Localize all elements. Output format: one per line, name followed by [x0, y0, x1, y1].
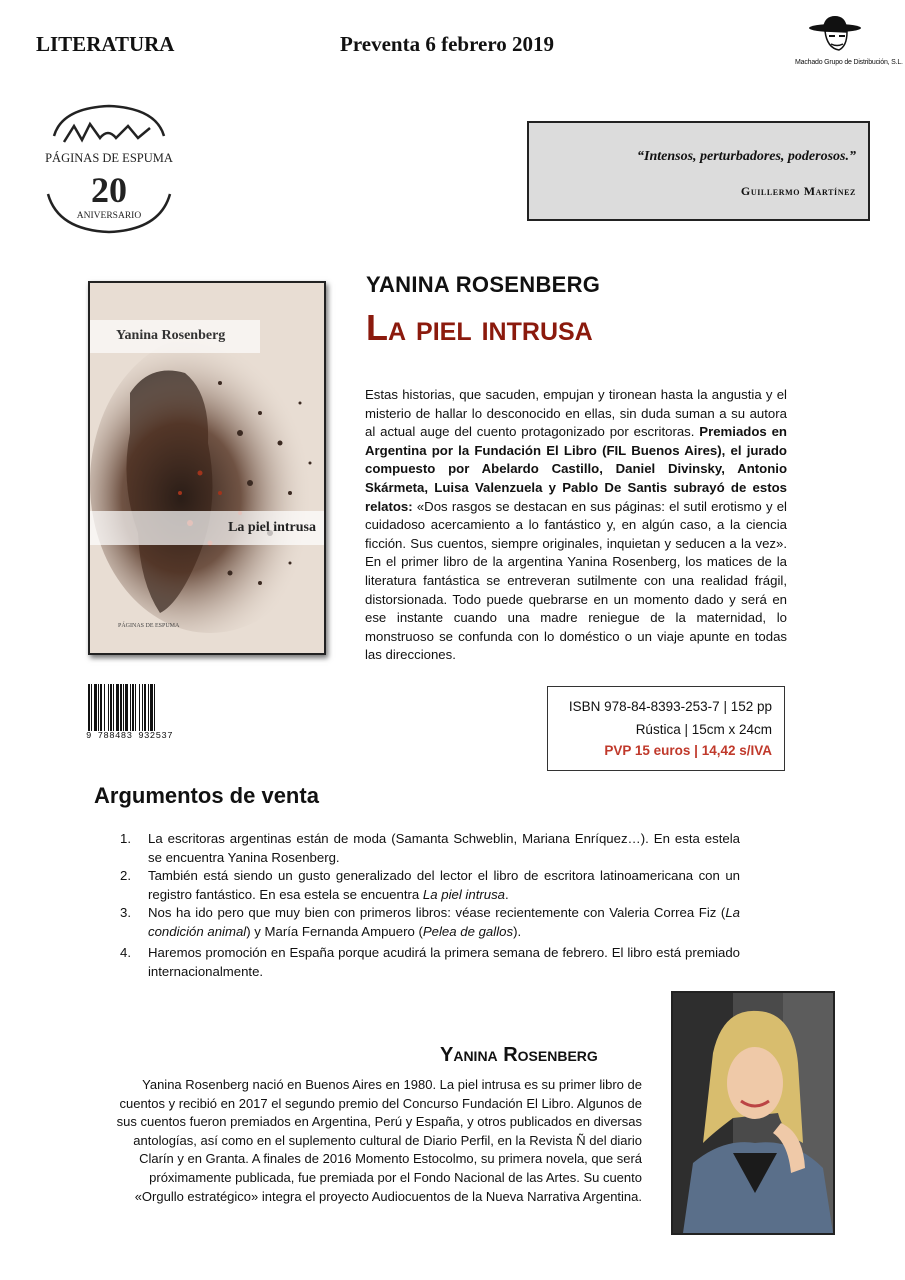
barcode: [86, 684, 192, 742]
item-text: .: [505, 886, 509, 902]
description-part2: «Dos rasgos se destacan en sus páginas: el sutil erotismo y el cuidadoso acercamiento a lo fantástico y, en algún caso, a la ciencia ficción. Sus cuentos, siempre originales, inquietan y seducen a la vez». En el primer libro de la argentina Yanina Rosenberg, los matices de la literatura fantástica se entreveran sutilmente con una realidad frágil, distorsionada. Todo puede quebrarse en un momento dado y será en ese instante cuando una madre reniegue de la maternidad, lo monstruoso se confunda con lo doméstico o un viaje apunte en todas las direcciones.: [365, 498, 787, 663]
book-author: YANINA ROSENBERG: [366, 272, 601, 297]
format-line: Rústica | 15cm x 24cm: [635, 722, 772, 737]
distributor-logo: [795, 14, 903, 66]
bio-heading: Yanina Rosenberg: [440, 1044, 598, 1066]
specs-box: [547, 686, 785, 771]
section-label: LITERATURA: [36, 32, 175, 56]
item-text: Haremos promoción en España porque acudirá la primera semana de febrero. El libro está premiado internacionalmente.: [148, 945, 740, 979]
item-italic: La piel intrusa: [422, 886, 506, 902]
item-text: Nos ha ido pero que muy bien con primeros libros: véase recientemente con Valeria Correa Fiz (: [148, 905, 726, 920]
list-item: [120, 867, 740, 904]
cover-publisher: PÁGINAS DE ESPUMA: [118, 623, 180, 629]
quote-text: “Intensos, perturbadores, poderosos.”: [637, 149, 856, 164]
description-part1: Estas historias, que sacuden, empujan y tironean hasta la angustia y el misterio de hallar lo desconocido en ellas, sin duda suman a su autora al actual auge del cuento protagonizado por escritoras.: [365, 387, 787, 440]
item-text: La escritoras argentinas están de moda (Samanta Schweblin, Mariana Enríquez…). En esta estela se encuentra Yanina Rosenberg.: [148, 831, 740, 865]
description-bold: Premiados en Argentina por la Fundación El Libro (FIL Buenos Aires), el jurado compuesto por Abelardo Castillo, Daniel Divinsky, Antonio Skármeta, Luisa Valenzuela y Pablo De Santis subrayó de estos relatos:: [365, 424, 787, 514]
book-cover: [88, 281, 326, 655]
item-text: ) y María Fernanda Ampuero (: [246, 923, 423, 939]
item-italic: Pelea de gallos: [422, 923, 514, 939]
item-text: También está siendo un gusto generalizado del lector el libro de escritora latinoamericana con un registro fantástico. En esa estela se encuentra: [148, 868, 740, 902]
author-photo: [671, 991, 835, 1235]
book-description: [365, 386, 787, 665]
quote-author: Guillermo Martínez: [740, 184, 856, 198]
item-number: 1.: [120, 831, 131, 846]
quote-box: [527, 121, 870, 221]
list-item: [120, 944, 740, 981]
cover-author-band: [90, 320, 260, 353]
price-line: PVP 15 euros | 14,42 s/IVA: [604, 743, 772, 758]
cover-author: Yanina Rosenberg: [116, 328, 226, 343]
bio-text: Yanina Rosenberg nació en Buenos Aires en 1980. La piel intrusa es su primer libro de cuentos y recibió en 2017 el segundo premio del Concurso Fundación El Libro. Algunos de sus cuentos fueron premiados en Argentina, Perú y España, y otros publicados en diversas antologías, así como en el suplemento cultural de Diario Perfil, en la Revista Ñ del diario Clarín y en Granta. A finales de 2016 Momento Estocolmo, su primera novela, que será próximamente publicada, fue premiada por el Fondo Nacional de las Artes. Su cuento «Orgullo estratégico» integra el proyecto Audiocuentos de la Nueva Narrativa Argentina.: [116, 1077, 642, 1204]
cover-title-band: [90, 511, 324, 545]
publisher-logo: [42, 98, 176, 238]
item-number: 2.: [120, 868, 131, 883]
anniversary-label: ANIVERSARIO: [76, 211, 142, 221]
book-title: La piel intrusa: [366, 307, 593, 348]
arguments-list: [120, 830, 740, 981]
distributor-name: Machado Grupo de Distribución, S.L.: [795, 59, 903, 66]
list-item: [120, 904, 740, 941]
publisher-name: PÁGINAS DE ESPUMA: [45, 151, 173, 165]
isbn-line: ISBN 978-84-8393-253-7 | 152 pp: [568, 699, 772, 714]
barcode-number: 9 788483 932537: [86, 731, 192, 741]
list-item: [120, 830, 740, 867]
item-number: 3.: [120, 905, 131, 920]
item-text: ).: [513, 923, 522, 939]
cover-title: La piel intrusa: [228, 520, 316, 535]
item-italic: La condición animal: [148, 905, 740, 939]
arguments-heading: Argumentos de venta: [94, 783, 319, 808]
hat-man-icon: [807, 14, 863, 54]
item-number: 4.: [120, 945, 131, 960]
presale-date: Preventa 6 febrero 2019: [340, 32, 555, 56]
anniversary-number: 20: [91, 170, 127, 210]
